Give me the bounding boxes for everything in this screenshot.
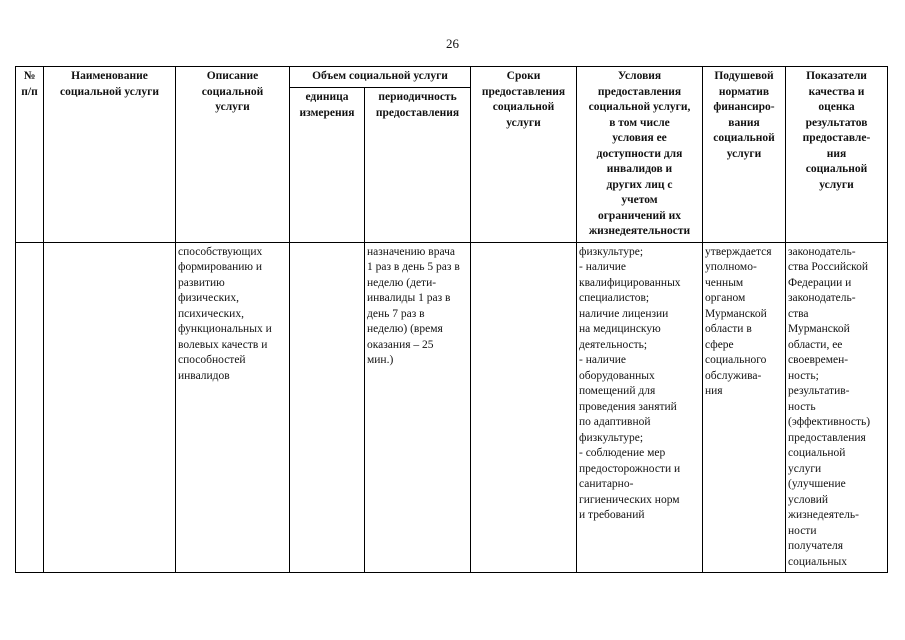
header-frequency: периодичность предоставления [365, 88, 471, 242]
header-financing: Подушевой норматив финансиро- вания социальной услуги [703, 67, 786, 243]
header-service-name: Наименование социальной услуги [44, 67, 176, 243]
header-conditions: Условия предоставления социальной услуги, в том числе условия ее доступности для инвалидов и других лиц с учетом ограничений их жизнедеятельности [577, 67, 703, 243]
cell-conditions: физкультуре; - наличие квалифицированных специалистов; наличие лицензии на медицинскую деятельность; - наличие оборудованных помещений для проведения занятий по адаптивной физкультуре; - соблюдение мер предосторожности и санитарно- гигиенических норм и требований [577, 242, 703, 573]
page-number: 26 [446, 36, 459, 51]
cell-terms [471, 242, 577, 573]
cell-indicators: законодатель- ства Российской Федерации и законодатель- ства Мурманской области, ее своевремен- ность; результатив- ность (эффективность) предоставления социальной услуги (улучшение условий жизнедеятель- ности получателя социальных [786, 242, 888, 573]
cell-description: способствующих формированию и развитию физических, психических, функциональных и волевых качеств и способностей инвалидов [176, 242, 290, 573]
header-num: № п/п [16, 67, 44, 243]
cell-financing: утверждается уполномо- ченным органом Мурманской области в сфере социального обслужива- ния [703, 242, 786, 573]
cell-unit [290, 242, 365, 573]
cell-service-name [44, 242, 176, 573]
header-terms: Сроки предоставления социальной услуги [471, 67, 577, 243]
cell-num [16, 242, 44, 573]
header-indicators: Показатели качества и оценка результатов предоставле- ния социальной услуги [786, 67, 888, 243]
social-services-table [15, 66, 888, 573]
table-row [16, 242, 888, 573]
cell-frequency: назначению врача 1 раз в день 5 раз в неделю (дети- инвалиды 1 раз в день 7 раз в неделю) (время оказания – 25 мин.) [365, 242, 471, 573]
header-row [16, 67, 888, 88]
header-volume: Объем социальной услуги [290, 67, 471, 88]
header-description: Описание социальной услуги [176, 67, 290, 243]
header-unit: единица измерения [290, 88, 365, 242]
